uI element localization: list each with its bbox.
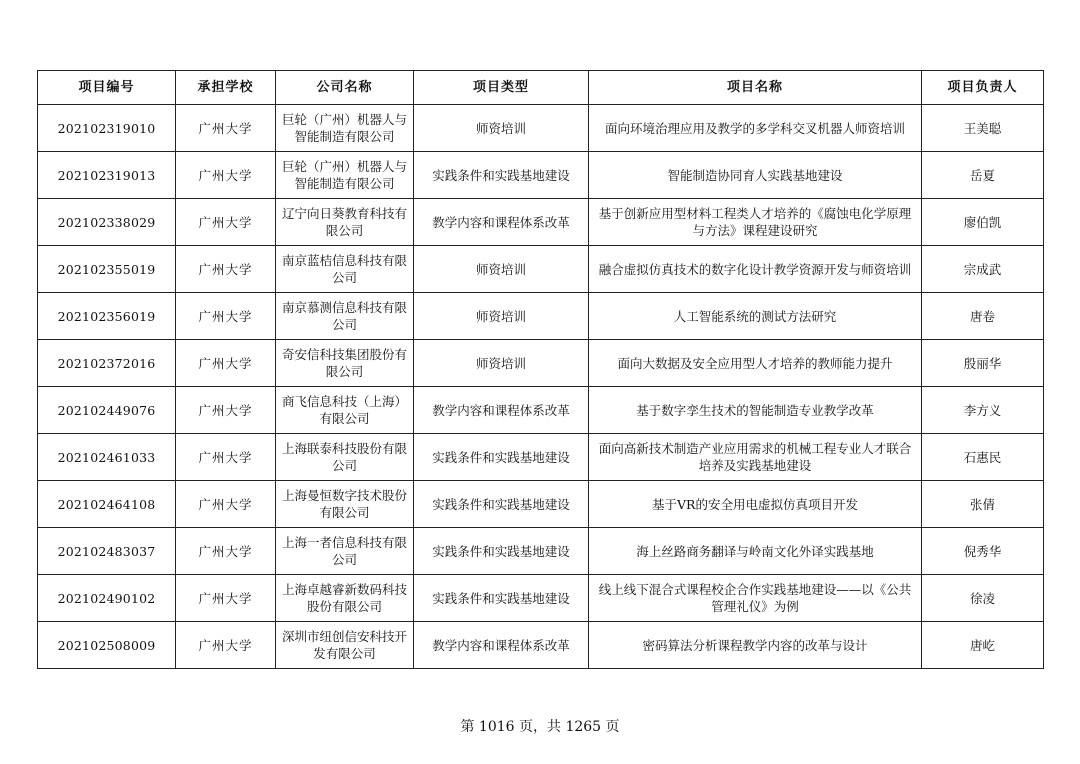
cell-school: 广州大学 — [176, 575, 276, 622]
header-company: 公司名称 — [276, 71, 414, 105]
table-header-row — [38, 71, 1044, 105]
table-row — [38, 434, 1044, 481]
cell-school: 广州大学 — [176, 246, 276, 293]
cell-project-leader: 王美聪 — [922, 105, 1044, 152]
project-table — [37, 70, 1044, 669]
cell-company: 辽宁向日葵教育科技有限公司 — [276, 199, 414, 246]
cell-project-name: 密码算法分析课程教学内容的改革与设计 — [589, 622, 922, 669]
table-row — [38, 199, 1044, 246]
cell-project-type: 教学内容和课程体系改革 — [414, 199, 589, 246]
cell-project-type: 教学内容和课程体系改革 — [414, 622, 589, 669]
cell-project-name: 线上线下混合式课程校企合作实践基地建设——以《公共管理礼仪》为例 — [589, 575, 922, 622]
cell-company: 奇安信科技集团股份有限公司 — [276, 340, 414, 387]
cell-company: 巨轮（广州）机器人与智能制造有限公司 — [276, 105, 414, 152]
page-number-footer: 第 1016 页，共 1265 页 — [460, 719, 620, 735]
cell-project-id: 202102490102 — [38, 575, 176, 622]
cell-project-type: 师资培训 — [414, 105, 589, 152]
table-row — [38, 622, 1044, 669]
table-row — [38, 387, 1044, 434]
cell-project-name: 智能制造协同育人实践基地建设 — [589, 152, 922, 199]
cell-company: 商飞信息科技（上海）有限公司 — [276, 387, 414, 434]
cell-project-type: 实践条件和实践基地建设 — [414, 528, 589, 575]
table-row — [38, 481, 1044, 528]
cell-school: 广州大学 — [176, 199, 276, 246]
cell-school: 广州大学 — [176, 105, 276, 152]
cell-project-id: 202102355019 — [38, 246, 176, 293]
cell-project-leader: 张倩 — [922, 481, 1044, 528]
cell-project-leader: 岳夏 — [922, 152, 1044, 199]
cell-company: 上海联泰科技股份有限公司 — [276, 434, 414, 481]
cell-project-id: 202102464108 — [38, 481, 176, 528]
cell-project-leader: 廖伯凯 — [922, 199, 1044, 246]
cell-project-type: 师资培训 — [414, 246, 589, 293]
cell-project-leader: 宗成武 — [922, 246, 1044, 293]
cell-school: 广州大学 — [176, 434, 276, 481]
cell-company: 巨轮（广州）机器人与智能制造有限公司 — [276, 152, 414, 199]
cell-school: 广州大学 — [176, 387, 276, 434]
cell-project-leader: 石惠民 — [922, 434, 1044, 481]
header-project-name: 项目名称 — [589, 71, 922, 105]
cell-project-name: 基于创新应用型材料工程类人才培养的《腐蚀电化学原理与方法》课程建设研究 — [589, 199, 922, 246]
cell-project-leader: 唐卷 — [922, 293, 1044, 340]
table-row — [38, 340, 1044, 387]
cell-project-name: 面向高新技术制造产业应用需求的机械工程专业人才联合培养及实践基地建设 — [589, 434, 922, 481]
cell-project-id: 202102319010 — [38, 105, 176, 152]
table-row — [38, 528, 1044, 575]
table-row — [38, 293, 1044, 340]
cell-school: 广州大学 — [176, 528, 276, 575]
cell-company: 上海曼恒数字技术股份有限公司 — [276, 481, 414, 528]
cell-company: 南京蓝桔信息科技有限公司 — [276, 246, 414, 293]
cell-project-type: 师资培训 — [414, 293, 589, 340]
header-project-id: 项目编号 — [38, 71, 176, 105]
cell-project-type: 实践条件和实践基地建设 — [414, 434, 589, 481]
cell-project-name: 融合虚拟仿真技术的数字化设计教学资源开发与师资培训 — [589, 246, 922, 293]
table-row — [38, 152, 1044, 199]
table-row — [38, 246, 1044, 293]
cell-project-leader: 唐屹 — [922, 622, 1044, 669]
cell-project-name: 海上丝路商务翻译与岭南文化外译实践基地 — [589, 528, 922, 575]
cell-company: 深圳市纽创信安科技开发有限公司 — [276, 622, 414, 669]
cell-project-leader: 徐凌 — [922, 575, 1044, 622]
cell-project-id: 202102449076 — [38, 387, 176, 434]
header-school: 承担学校 — [176, 71, 276, 105]
cell-project-leader: 李方义 — [922, 387, 1044, 434]
table-row — [38, 575, 1044, 622]
cell-company: 上海卓越睿新数码科技股份有限公司 — [276, 575, 414, 622]
cell-school: 广州大学 — [176, 481, 276, 528]
cell-project-type: 实践条件和实践基地建设 — [414, 152, 589, 199]
cell-company: 上海一者信息科技有限公司 — [276, 528, 414, 575]
table-row — [38, 105, 1044, 152]
cell-project-name: 面向大数据及安全应用型人才培养的教师能力提升 — [589, 340, 922, 387]
cell-project-id: 202102319013 — [38, 152, 176, 199]
cell-project-name: 基于VR的安全用电虚拟仿真项目开发 — [589, 481, 922, 528]
cell-school: 广州大学 — [176, 152, 276, 199]
cell-project-id: 202102338029 — [38, 199, 176, 246]
cell-school: 广州大学 — [176, 340, 276, 387]
cell-project-id: 202102508009 — [38, 622, 176, 669]
cell-project-type: 教学内容和课程体系改革 — [414, 387, 589, 434]
cell-project-id: 202102372016 — [38, 340, 176, 387]
cell-school: 广州大学 — [176, 293, 276, 340]
cell-school: 广州大学 — [176, 622, 276, 669]
cell-project-type: 实践条件和实践基地建设 — [414, 481, 589, 528]
cell-project-name: 基于数字孪生技术的智能制造专业教学改革 — [589, 387, 922, 434]
cell-company: 南京慕测信息科技有限公司 — [276, 293, 414, 340]
cell-project-id: 202102356019 — [38, 293, 176, 340]
cell-project-id: 202102483037 — [38, 528, 176, 575]
cell-project-id: 202102461033 — [38, 434, 176, 481]
header-project-type: 项目类型 — [414, 71, 589, 105]
cell-project-type: 师资培训 — [414, 340, 589, 387]
cell-project-type: 实践条件和实践基地建设 — [414, 575, 589, 622]
header-project-leader: 项目负责人 — [922, 71, 1044, 105]
cell-project-leader: 倪秀华 — [922, 528, 1044, 575]
cell-project-name: 人工智能系统的测试方法研究 — [589, 293, 922, 340]
cell-project-name: 面向环境治理应用及教学的多学科交叉机器人师资培训 — [589, 105, 922, 152]
cell-project-leader: 殷丽华 — [922, 340, 1044, 387]
